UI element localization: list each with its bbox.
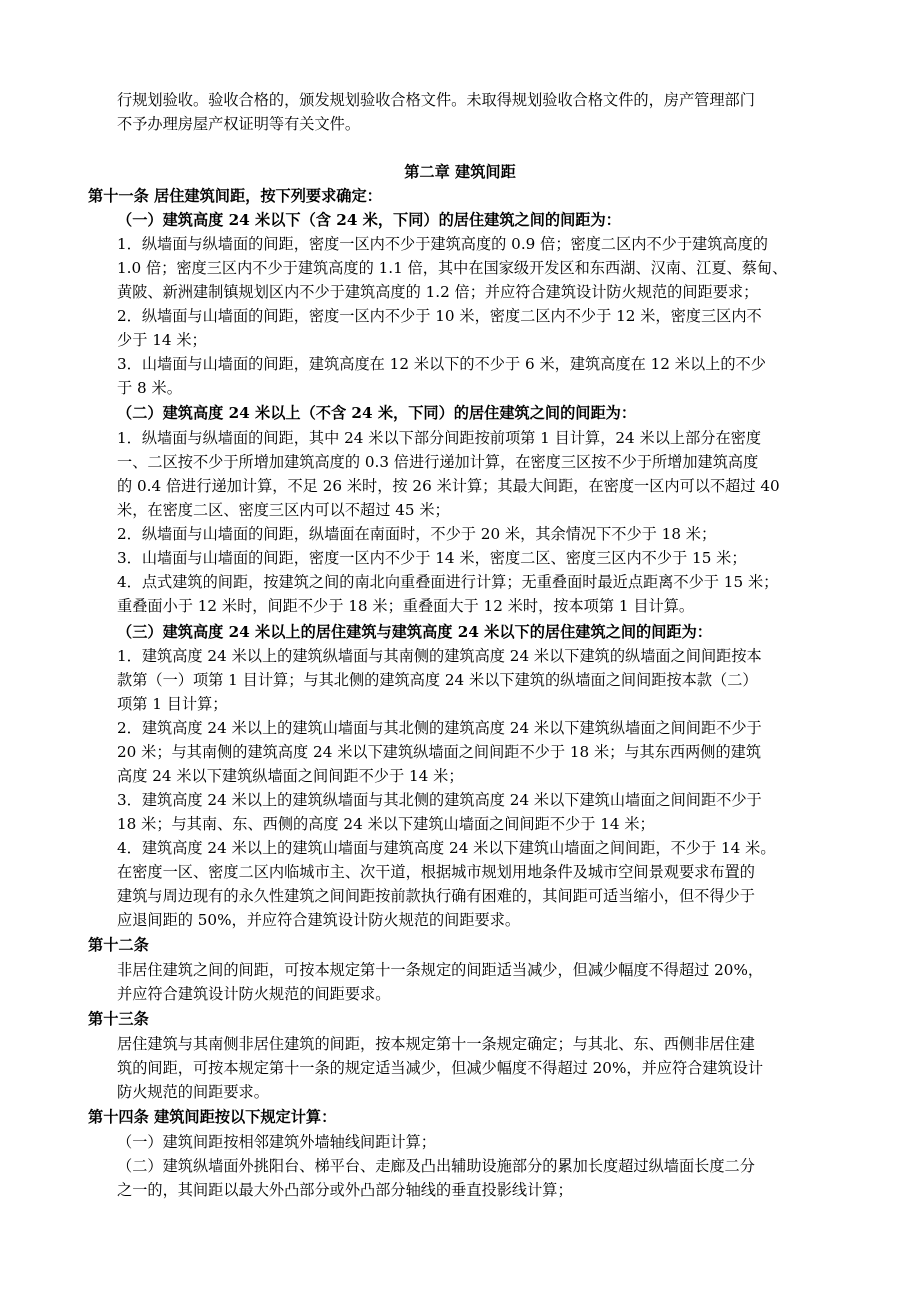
paragraph-line: 建筑与周边现有的永久性建筑之间间距按前款执行确有困难的，其间距可适当缩小，但不得少于 [117, 887, 755, 905]
paragraph-line: 4．建筑高度 24 米以上的建筑山墙面与建筑高度 24 米以下建筑山墙面之间间距，不少于 14 米。 [117, 839, 776, 857]
paragraph-line: 黄陂、新洲建制镇规划区内不少于建筑高度的 1.2 倍；并应符合建筑设计防火规范的间距要求； [117, 283, 759, 301]
paragraph-line: 20 米；与其南侧的建筑高度 24 米以下建筑纵墙面之间间距不少于 18 米；与其东西两侧的建筑 [117, 743, 762, 761]
paragraph-line: 非居住建筑之间的间距，可按本规定第十一条规定的间距适当减少，但减少幅度不得超过 20%， [117, 961, 764, 979]
paragraph-line: 在密度一区、密度二区内临城市主、次干道，根据城市规划用地条件及城市空间景观要求布置的 [117, 863, 755, 881]
paragraph-line: 不予办理房屋产权证明等有关文件。 [117, 115, 360, 133]
paragraph-line: 1.0 倍；密度三区内不少于建筑高度的 1.1 倍，其中在国家级开发区和东西湖、汉南、江夏、蔡甸、 [117, 259, 788, 277]
paragraph-line: 18 米；与其南、东、西侧的高度 24 米以下建筑山墙面之间间距不少于 14 米； [117, 815, 655, 833]
paragraph-line: 项第 1 目计算； [117, 695, 228, 713]
paragraph-line: 筑的间距，可按本规定第十一条的规定适当减少，但减少幅度不得超过 20%，并应符合建筑设计 [117, 1059, 764, 1077]
paragraph-line: （二）建筑纵墙面外挑阳台、梯平台、走廊及凸出辅助设施部分的累加长度超过纵墙面长度二分 [117, 1157, 755, 1175]
paragraph-line: 并应符合建筑设计防火规范的间距要求。 [117, 985, 391, 1003]
paragraph-line: 高度 24 米以下建筑纵墙面之间间距不少于 14 米； [117, 767, 464, 785]
paragraph-line: 的 0.4 倍进行递加计算，不足 26 米时，按 26 米计算；其最大间距，在密度一区内可以不超过 40 [117, 477, 780, 495]
paragraph-line: 1．纵墙面与纵墙面的间距，其中 24 米以下部分间距按前项第 1 目计算，24 米以上部分在密度 [117, 429, 762, 447]
paragraph-line: 于 8 米。 [117, 379, 182, 397]
paragraph-line: 一、二区按不少于所增加建筑高度的 0.3 倍进行递加计算，在密度三区按不少于所增加建筑高度 [117, 453, 759, 471]
article-11-heading: 第十一条 居住建筑间距，按下列要求确定： [88, 187, 382, 205]
article-12-heading: 第十二条 [88, 936, 149, 954]
paragraph-line: 行规划验收。验收合格的，颁发规划验收合格文件。未取得规划验收合格文件的，房产管理部门 [117, 91, 755, 109]
chapter-title: 第二章 建筑间距 [404, 163, 516, 181]
section-2-heading: （二）建筑高度 24 米以上（不含 24 米，下同）的居住建筑之间的间距为： [117, 404, 637, 422]
paragraph-line: 防火规范的间距要求。 [117, 1083, 269, 1101]
paragraph-line: 款第（一）项第 1 目计算；与其北侧的建筑高度 24 米以下建筑的纵墙面之间间距按本款（二） [117, 671, 758, 689]
section-1-heading: （一）建筑高度 24 米以下（含 24 米，下同）的居住建筑之间的间距为： [117, 211, 621, 229]
paragraph-line: 2．建筑高度 24 米以上的建筑山墙面与其北侧的建筑高度 24 米以下建筑纵墙面之间间距不少于 [117, 719, 762, 737]
paragraph-line: 3．山墙面与山墙面的间距，建筑高度在 12 米以下的不少于 6 米，建筑高度在 12 米以上的不少 [117, 355, 766, 373]
paragraph-line: （一）建筑间距按相邻建筑外墙轴线间距计算； [117, 1133, 436, 1151]
paragraph-line: 居住建筑与其南侧非居住建筑的间距，按本规定第十一条规定确定；与其北、东、西侧非居住建 [117, 1035, 755, 1053]
article-14-heading: 第十四条 建筑间距按以下规定计算： [88, 1108, 337, 1126]
paragraph-line: 1．纵墙面与纵墙面的间距，密度一区内不少于建筑高度的 0.9 倍；密度二区内不少于建筑高度的 [117, 235, 768, 253]
paragraph-line: 4．点式建筑的间距，按建筑之间的南北向重叠面进行计算；无重叠面时最近点距离不少于 15 米； [117, 573, 779, 591]
paragraph-line: 少于 14 米； [117, 331, 207, 349]
paragraph-line: 重叠面小于 12 米时，间距不少于 18 米；重叠面大于 12 米时，按本项第 1 目计算。 [117, 597, 695, 615]
paragraph-line: 2．纵墙面与山墙面的间距，纵墙面在南面时，不少于 20 米，其余情况下不少于 18 米； [117, 525, 717, 543]
paragraph-line: 2．纵墙面与山墙面的间距，密度一区内不少于 10 米，密度二区内不少于 12 米，密度三区内不 [117, 307, 762, 325]
paragraph-line: 之一的，其间距以最大外凸部分或外凸部分轴线的垂直投影线计算； [117, 1181, 573, 1199]
paragraph-line: 米，在密度二区、密度三区内可以不超过 45 米； [117, 501, 450, 519]
paragraph-line: 1．建筑高度 24 米以上的建筑纵墙面与其南侧的建筑高度 24 米以下建筑的纵墙面之间间距按本 [117, 647, 762, 665]
paragraph-line: 3．建筑高度 24 米以上的建筑纵墙面与其北侧的建筑高度 24 米以下建筑山墙面之间间距不少于 [117, 791, 762, 809]
paragraph-line: 3．山墙面与山墙面的间距，密度一区内不少于 14 米，密度二区、密度三区内不少于 15 米； [117, 549, 747, 567]
paragraph-line: 应退间距的 50%，并应符合建筑设计防火规范的间距要求。 [117, 911, 521, 929]
section-3-heading: （三）建筑高度 24 米以上的居住建筑与建筑高度 24 米以下的居住建筑之间的间距为： [117, 623, 712, 641]
article-13-heading: 第十三条 [88, 1010, 149, 1028]
